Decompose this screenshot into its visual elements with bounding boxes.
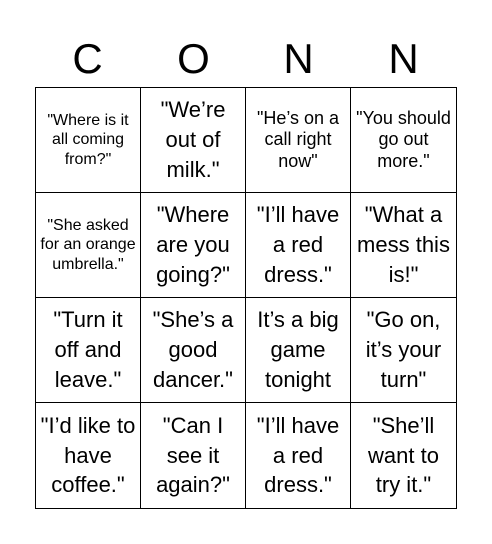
bingo-cell-text: "You should go out more." <box>356 107 451 171</box>
header-letter-1: C <box>72 35 104 82</box>
bingo-cell-text: "Can I see it again?" <box>156 412 230 498</box>
bingo-header <box>35 34 457 84</box>
bingo-cell-text: "She’s a good dancer." <box>152 307 234 392</box>
bingo-cell-text: "I’ll have a red dress." <box>256 202 340 287</box>
bingo-cell[interactable] <box>351 88 456 193</box>
bingo-cell[interactable] <box>246 193 351 298</box>
bingo-cell-text: It’s a big game tonight <box>257 307 339 392</box>
bingo-cell[interactable] <box>351 193 456 298</box>
bingo-cell[interactable] <box>141 88 246 193</box>
bingo-card-grid <box>35 87 457 509</box>
bingo-cell[interactable] <box>141 298 246 403</box>
bingo-cell[interactable] <box>141 193 246 298</box>
bingo-cell-text: "We’re out of milk." <box>160 97 226 182</box>
bingo-cell-text: "What a mess this is!" <box>357 202 450 287</box>
bingo-cell[interactable] <box>351 298 456 403</box>
bingo-cell-text: "She’ll want to try it." <box>368 412 439 498</box>
bingo-cell[interactable] <box>246 298 351 403</box>
bingo-cell-text: "She asked for an orange umbrella." <box>40 217 136 273</box>
bingo-cell[interactable] <box>351 403 456 508</box>
bingo-cell-text: "Where is it all coming from?" <box>47 112 129 168</box>
bingo-cell-text: "I’ll have a red dress." <box>256 412 340 498</box>
header-letter-3: N <box>283 35 315 82</box>
bingo-cell-text: "Go on, it’s your turn" <box>365 307 442 392</box>
bingo-cell-text: "I’d like to have coffee." <box>40 412 136 498</box>
bingo-cell[interactable] <box>36 403 141 508</box>
bingo-cell[interactable] <box>246 88 351 193</box>
header-letter-4: N <box>388 35 420 82</box>
bingo-cell-text: "Turn it off and leave." <box>53 307 123 392</box>
header-letter-2: O <box>177 35 211 82</box>
bingo-cell[interactable] <box>36 88 141 193</box>
bingo-cell[interactable] <box>246 403 351 508</box>
bingo-cell[interactable] <box>36 298 141 403</box>
bingo-cell-text: "Where are you going?" <box>156 202 230 287</box>
bingo-cell[interactable] <box>141 403 246 508</box>
bingo-cell[interactable] <box>36 193 141 298</box>
bingo-cell-text: "He’s on a call right now" <box>256 107 340 171</box>
